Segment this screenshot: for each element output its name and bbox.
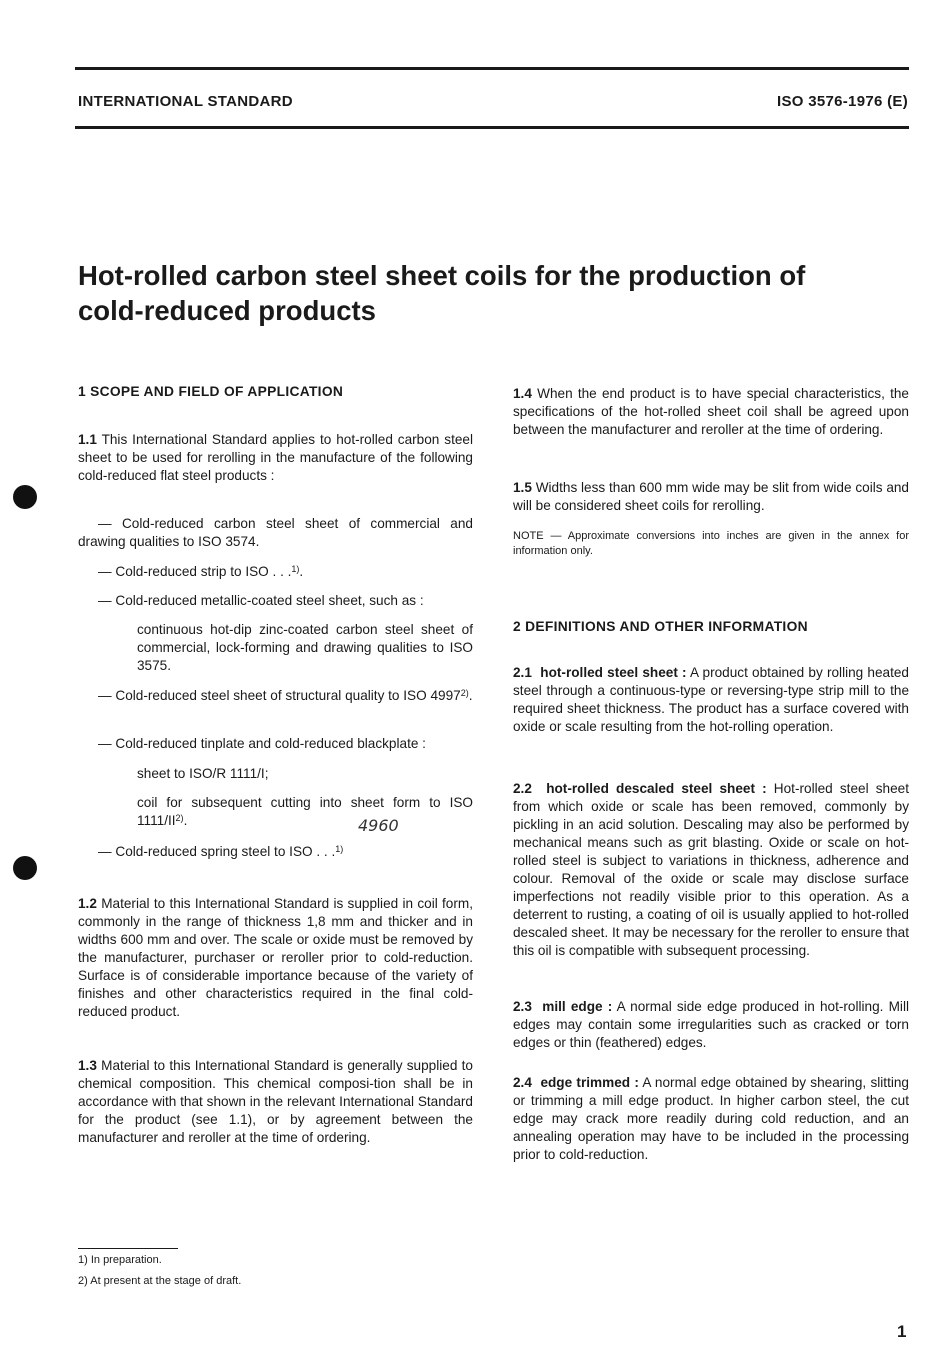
- definition-2-2: 2.2 hot-rolled descaled steel sheet : Hot-rolled steel sheet from which oxide or scale has been removed, commonly by pickling in an acid solution. Descaling may also be performed by mechanical means such as grit blasting. Oxide or scale on hot-rolled steel is subject to variations in thickness, adherence and colour. Removal of the oxide or scale may disclose surface imperfections not readily visible prior to this operation. As a deterrent to rusting, a coating of oil is usually applied to hot-rolled descaled sheet. It may be necessary for the reroller to ensure that this oil is compatible with subsequent processing.: [513, 781, 909, 958]
- page-number: 1: [897, 1322, 907, 1341]
- paragraph-1-2: 1.2 Material to this International Standard is supplied in coil form, commonly in the range of thickness 1,8 mm and thicker and in widths 600 mm and over. The scale or oxide must be removed by the manufacturer, purchaser or reroller prior to cold-reduction. Surface is of considerable importance because of the variety of finishes and other characteristics required in the final cold-reduced product.: [78, 896, 473, 1019]
- list-subitem: coil for subsequent cutting into sheet form to ISO 1111/II$^{2)}$.: [137, 795, 473, 828]
- para-text: This International Standard applies to hot-rolled carbon steel sheet to be used for rerolling in the manufacture of the following cold-reduced flat steel products :: [78, 432, 473, 483]
- paragraph-1-5: 1.5 Widths less than 600 mm wide may be slit from wide coils and will be considered sheet coils for rerolling.: [513, 480, 909, 513]
- list-subitem: continuous hot-dip zinc-coated carbon steel sheet of commercial, lock-forming and drawing qualities to ISO 3575.: [137, 622, 473, 673]
- punch-hole: [13, 856, 37, 880]
- definition-2-1: 2.1 hot-rolled steel sheet : A product obtained by rolling heated steel through a continuous-type or reversing-type strip mill to the required sheet thickness. The product has a surface covered with oxide or scale resulting from the hot-rolling operation.: [513, 665, 909, 734]
- list-subitem: sheet to ISO/R 1111/I;: [137, 766, 269, 781]
- title-line: Hot-rolled carbon steel sheet coils for the production of: [78, 260, 806, 291]
- para-num: 1.1: [78, 432, 97, 447]
- title-line: cold-reduced products: [78, 295, 376, 326]
- list-item: — Cold-reduced strip to ISO . . .$^{1)}$.: [98, 564, 304, 579]
- list-item: — Cold-reduced spring steel to ISO . . .$^{1)}$: [98, 844, 344, 859]
- paragraph-1-1: [78, 431, 473, 485]
- list-item: — Cold-reduced steel sheet of structural quality to ISO 4997$^{2)}$.: [98, 688, 473, 703]
- section-2-heading: 2 DEFINITIONS AND OTHER INFORMATION: [513, 619, 808, 634]
- paragraph-1-3: 1.3 Material to this International Standard is generally supplied to chemical composition. This chemical composi-tion shall be in accordance with that shown in the relevant International Standard for the product (see 1.1), or by agreement between the manufacturer and reroller at the time of ordering.: [78, 1058, 473, 1145]
- header-left: INTERNATIONAL STANDARD: [78, 93, 293, 110]
- definition-2-3: 2.3 mill edge : A normal side edge produced in hot-rolling. Mill edges may contain some irregularities such as cracked or torn edges or thin (feathered) edges.: [513, 999, 909, 1050]
- punch-hole: [13, 485, 37, 509]
- footnote-rule: [78, 1248, 178, 1249]
- header-top-rule: [75, 67, 909, 70]
- footnote-2: 2) At present at the stage of draft.: [78, 1275, 242, 1287]
- footnote-1: 1) In preparation.: [78, 1254, 162, 1266]
- document-title: [78, 258, 878, 328]
- paragraph-1-4: 1.4 When the end product is to have special characteristics, the specifications of the hot-rolled sheet coil shall be agreed upon between the manufacturer and reroller at the time of ordering.: [513, 386, 909, 437]
- definition-2-4: 2.4 edge trimmed : A normal edge obtained by shearing, slitting or trimming a mill edge product. In higher carbon steel, the cut edge may crack more readily during cold reduction, and an annealing operation may have to be included in the processing prior to cold-reduction.: [513, 1075, 909, 1162]
- list-item: — Cold-reduced metallic-coated steel sheet, such as :: [98, 593, 424, 608]
- note: NOTE — Approximate conversions into inches are given in the annex for information only.: [513, 530, 909, 557]
- section-1-heading: 1 SCOPE AND FIELD OF APPLICATION: [78, 384, 344, 399]
- list-item: — Cold-reduced carbon steel sheet of commercial and drawing qualities to ISO 3574.: [78, 516, 473, 549]
- header-right: ISO 3576-1976 (E): [776, 93, 908, 110]
- handwritten-annotation: 4960: [358, 816, 399, 835]
- header-bottom-rule: [75, 126, 909, 129]
- list-item: — Cold-reduced tinplate and cold-reduced blackplate :: [98, 736, 426, 751]
